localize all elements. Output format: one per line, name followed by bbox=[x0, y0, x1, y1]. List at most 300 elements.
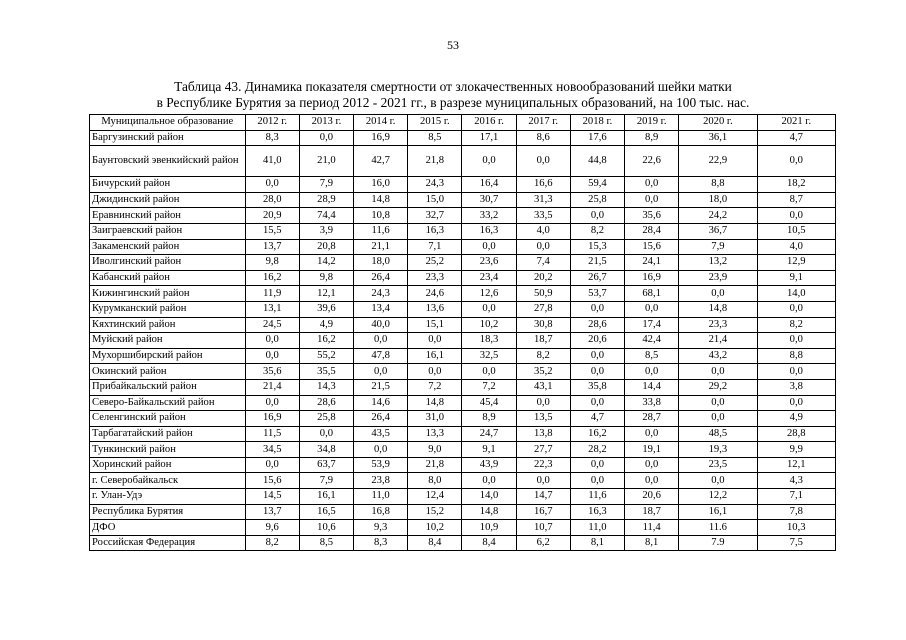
table-row bbox=[90, 535, 836, 551]
value-cell: 16,3 bbox=[570, 504, 624, 520]
value-cell: 4,3 bbox=[757, 473, 835, 489]
value-cell: 0,0 bbox=[757, 208, 835, 224]
value-cell: 28,6 bbox=[570, 317, 624, 333]
value-cell: 16,3 bbox=[408, 223, 462, 239]
value-cell: 0,0 bbox=[408, 364, 462, 380]
column-header-year: 2018 г. bbox=[570, 115, 624, 131]
value-cell: 31,0 bbox=[408, 411, 462, 427]
value-cell: 0,0 bbox=[462, 301, 516, 317]
value-cell: 18,0 bbox=[679, 192, 757, 208]
value-cell: 18,7 bbox=[625, 504, 679, 520]
municipality-name-cell: Заиграевский район bbox=[90, 223, 246, 239]
value-cell: 21,1 bbox=[354, 239, 408, 255]
table-row bbox=[90, 239, 836, 255]
value-cell: 8,8 bbox=[679, 177, 757, 193]
table-body bbox=[90, 130, 836, 551]
value-cell: 0,0 bbox=[679, 411, 757, 427]
value-cell: 17,1 bbox=[462, 130, 516, 146]
municipality-name-cell: г. Северобайкальск bbox=[90, 473, 246, 489]
column-header-year: 2017 г. bbox=[516, 115, 570, 131]
value-cell: 25,8 bbox=[299, 411, 353, 427]
municipality-name-cell: Бичурский район bbox=[90, 177, 246, 193]
value-cell: 19,3 bbox=[679, 442, 757, 458]
value-cell: 0,0 bbox=[354, 333, 408, 349]
value-cell: 24,5 bbox=[245, 317, 299, 333]
value-cell: 16,2 bbox=[570, 426, 624, 442]
value-cell: 28,4 bbox=[625, 223, 679, 239]
municipality-name-cell: Курумканский район bbox=[90, 301, 246, 317]
municipality-name-cell: Окинский район bbox=[90, 364, 246, 380]
value-cell: 21,8 bbox=[408, 457, 462, 473]
value-cell: 8,3 bbox=[354, 535, 408, 551]
value-cell: 42,7 bbox=[354, 146, 408, 177]
table-row bbox=[90, 223, 836, 239]
value-cell: 13,5 bbox=[516, 411, 570, 427]
value-cell: 12,6 bbox=[462, 286, 516, 302]
value-cell: 23,4 bbox=[462, 270, 516, 286]
value-cell: 34,5 bbox=[245, 442, 299, 458]
table-row bbox=[90, 255, 836, 271]
value-cell: 0,0 bbox=[757, 333, 835, 349]
value-cell: 59,4 bbox=[570, 177, 624, 193]
value-cell: 29,2 bbox=[679, 379, 757, 395]
value-cell: 16,4 bbox=[462, 177, 516, 193]
value-cell: 0,0 bbox=[757, 146, 835, 177]
table-header-row bbox=[90, 115, 836, 131]
value-cell: 0,0 bbox=[245, 457, 299, 473]
table-row bbox=[90, 489, 836, 505]
table-row bbox=[90, 364, 836, 380]
value-cell: 13,8 bbox=[516, 426, 570, 442]
value-cell: 8,5 bbox=[299, 535, 353, 551]
value-cell: 30,8 bbox=[516, 317, 570, 333]
value-cell: 7,9 bbox=[679, 239, 757, 255]
value-cell: 21,4 bbox=[679, 333, 757, 349]
value-cell: 16,0 bbox=[354, 177, 408, 193]
value-cell: 11,9 bbox=[245, 286, 299, 302]
value-cell: 24,3 bbox=[408, 177, 462, 193]
value-cell: 18,2 bbox=[757, 177, 835, 193]
municipality-name-cell: Баргузинский район bbox=[90, 130, 246, 146]
value-cell: 24,6 bbox=[408, 286, 462, 302]
table-row bbox=[90, 473, 836, 489]
table-title-line1: Таблица 43. Динамика показателя смертности от злокачественных новообразований шейки матки bbox=[174, 79, 732, 94]
value-cell: 40,0 bbox=[354, 317, 408, 333]
value-cell: 9,1 bbox=[757, 270, 835, 286]
municipality-name-cell: Тарбагатайский район bbox=[90, 426, 246, 442]
value-cell: 14,3 bbox=[299, 379, 353, 395]
value-cell: 26,4 bbox=[354, 411, 408, 427]
value-cell: 8,9 bbox=[462, 411, 516, 427]
value-cell: 43,1 bbox=[516, 379, 570, 395]
value-cell: 25,8 bbox=[570, 192, 624, 208]
value-cell: 0,0 bbox=[679, 364, 757, 380]
value-cell: 20,2 bbox=[516, 270, 570, 286]
value-cell: 8,2 bbox=[516, 348, 570, 364]
value-cell: 33,8 bbox=[625, 395, 679, 411]
value-cell: 43,2 bbox=[679, 348, 757, 364]
table-row bbox=[90, 286, 836, 302]
table-title-line2: в Республике Бурятия за период 2012 - 2021 гг., в разрезе муниципальных образований, на 100 тыс. нас. bbox=[156, 95, 750, 110]
table-title bbox=[0, 79, 906, 111]
value-cell: 20,6 bbox=[570, 333, 624, 349]
value-cell: 36,1 bbox=[679, 130, 757, 146]
value-cell: 17,6 bbox=[570, 130, 624, 146]
value-cell: 33,2 bbox=[462, 208, 516, 224]
value-cell: 4,0 bbox=[516, 223, 570, 239]
value-cell: 9,9 bbox=[757, 442, 835, 458]
municipality-name-cell: Северо-Байкальский район bbox=[90, 395, 246, 411]
table-row bbox=[90, 270, 836, 286]
value-cell: 27,8 bbox=[516, 301, 570, 317]
value-cell: 16,8 bbox=[354, 504, 408, 520]
value-cell: 0,0 bbox=[570, 364, 624, 380]
value-cell: 14,5 bbox=[245, 489, 299, 505]
value-cell: 20,6 bbox=[625, 489, 679, 505]
value-cell: 0,0 bbox=[625, 192, 679, 208]
value-cell: 0,0 bbox=[570, 208, 624, 224]
column-header-year: 2020 г. bbox=[679, 115, 757, 131]
value-cell: 7.9 bbox=[679, 535, 757, 551]
value-cell: 7,2 bbox=[408, 379, 462, 395]
value-cell: 7,2 bbox=[462, 379, 516, 395]
municipality-name-cell: Закаменский район bbox=[90, 239, 246, 255]
value-cell: 45,4 bbox=[462, 395, 516, 411]
table-row bbox=[90, 379, 836, 395]
column-header-year: 2019 г. bbox=[625, 115, 679, 131]
value-cell: 18,0 bbox=[354, 255, 408, 271]
value-cell: 8,4 bbox=[408, 535, 462, 551]
value-cell: 32,5 bbox=[462, 348, 516, 364]
value-cell: 21,5 bbox=[354, 379, 408, 395]
value-cell: 74,4 bbox=[299, 208, 353, 224]
municipality-name-cell: Российская Федерация bbox=[90, 535, 246, 551]
value-cell: 43,5 bbox=[354, 426, 408, 442]
municipality-name-cell: Мухоршибирский район bbox=[90, 348, 246, 364]
value-cell: 14,8 bbox=[354, 192, 408, 208]
municipality-name-cell: г. Улан-Удэ bbox=[90, 489, 246, 505]
municipality-name-cell: Хоринский район bbox=[90, 457, 246, 473]
value-cell: 7,9 bbox=[299, 177, 353, 193]
value-cell: 0,0 bbox=[625, 426, 679, 442]
value-cell: 13,1 bbox=[245, 301, 299, 317]
table-row bbox=[90, 208, 836, 224]
value-cell: 10,3 bbox=[757, 520, 835, 536]
value-cell: 0,0 bbox=[570, 457, 624, 473]
value-cell: 0,0 bbox=[245, 177, 299, 193]
value-cell: 16,6 bbox=[516, 177, 570, 193]
table-row bbox=[90, 411, 836, 427]
value-cell: 23,6 bbox=[462, 255, 516, 271]
value-cell: 14,8 bbox=[679, 301, 757, 317]
value-cell: 0,0 bbox=[245, 395, 299, 411]
table-row bbox=[90, 301, 836, 317]
value-cell: 0,0 bbox=[462, 473, 516, 489]
table-row bbox=[90, 317, 836, 333]
value-cell: 0,0 bbox=[462, 146, 516, 177]
value-cell: 14,8 bbox=[408, 395, 462, 411]
value-cell: 8,2 bbox=[245, 535, 299, 551]
value-cell: 16,2 bbox=[299, 333, 353, 349]
value-cell: 26,7 bbox=[570, 270, 624, 286]
value-cell: 0,0 bbox=[625, 364, 679, 380]
municipality-name-cell: Прибайкальский район bbox=[90, 379, 246, 395]
value-cell: 0,0 bbox=[516, 239, 570, 255]
value-cell: 14,7 bbox=[516, 489, 570, 505]
value-cell: 11.6 bbox=[679, 520, 757, 536]
value-cell: 22,6 bbox=[625, 146, 679, 177]
column-header-year: 2012 г. bbox=[245, 115, 299, 131]
value-cell: 13,7 bbox=[245, 239, 299, 255]
value-cell: 16,2 bbox=[245, 270, 299, 286]
value-cell: 14,0 bbox=[462, 489, 516, 505]
municipality-name-cell: Иволгинский район bbox=[90, 255, 246, 271]
value-cell: 28,8 bbox=[757, 426, 835, 442]
table-row bbox=[90, 130, 836, 146]
value-cell: 23,3 bbox=[408, 270, 462, 286]
value-cell: 63,7 bbox=[299, 457, 353, 473]
value-cell: 10,2 bbox=[408, 520, 462, 536]
value-cell: 21,8 bbox=[408, 146, 462, 177]
value-cell: 11,6 bbox=[354, 223, 408, 239]
value-cell: 9,8 bbox=[245, 255, 299, 271]
value-cell: 4,7 bbox=[757, 130, 835, 146]
value-cell: 35,6 bbox=[625, 208, 679, 224]
value-cell: 8,6 bbox=[516, 130, 570, 146]
value-cell: 0,0 bbox=[570, 473, 624, 489]
column-header-year: 2014 г. bbox=[354, 115, 408, 131]
municipality-name-cell: Баунтовский эвенкийский район bbox=[90, 146, 246, 177]
value-cell: 8,9 bbox=[625, 130, 679, 146]
value-cell: 23,5 bbox=[679, 457, 757, 473]
value-cell: 7,1 bbox=[757, 489, 835, 505]
table-row bbox=[90, 457, 836, 473]
value-cell: 7,5 bbox=[757, 535, 835, 551]
value-cell: 0,0 bbox=[354, 364, 408, 380]
table-row bbox=[90, 333, 836, 349]
value-cell: 35,6 bbox=[245, 364, 299, 380]
value-cell: 16,9 bbox=[625, 270, 679, 286]
value-cell: 9,0 bbox=[408, 442, 462, 458]
value-cell: 10,6 bbox=[299, 520, 353, 536]
value-cell: 23,8 bbox=[354, 473, 408, 489]
value-cell: 8,1 bbox=[625, 535, 679, 551]
value-cell: 16,7 bbox=[516, 504, 570, 520]
column-header-year: 2016 г. bbox=[462, 115, 516, 131]
value-cell: 31,3 bbox=[516, 192, 570, 208]
value-cell: 53,9 bbox=[354, 457, 408, 473]
value-cell: 13,6 bbox=[408, 301, 462, 317]
value-cell: 42,4 bbox=[625, 333, 679, 349]
value-cell: 7,4 bbox=[516, 255, 570, 271]
municipality-name-cell: Селенгинский район bbox=[90, 411, 246, 427]
column-header-year: 2013 г. bbox=[299, 115, 353, 131]
mortality-table bbox=[89, 114, 836, 551]
value-cell: 14,0 bbox=[757, 286, 835, 302]
column-header-municipality: Муниципальное образование bbox=[90, 115, 246, 131]
value-cell: 28,7 bbox=[625, 411, 679, 427]
value-cell: 24,2 bbox=[679, 208, 757, 224]
value-cell: 0,0 bbox=[516, 146, 570, 177]
value-cell: 0,0 bbox=[299, 130, 353, 146]
value-cell: 0,0 bbox=[462, 239, 516, 255]
value-cell: 22,3 bbox=[516, 457, 570, 473]
value-cell: 8,7 bbox=[757, 192, 835, 208]
value-cell: 0,0 bbox=[516, 395, 570, 411]
value-cell: 0,0 bbox=[625, 457, 679, 473]
table-row bbox=[90, 192, 836, 208]
value-cell: 8,0 bbox=[408, 473, 462, 489]
value-cell: 16,1 bbox=[679, 504, 757, 520]
value-cell: 16,9 bbox=[354, 130, 408, 146]
value-cell: 0,0 bbox=[679, 395, 757, 411]
value-cell: 50,9 bbox=[516, 286, 570, 302]
value-cell: 0,0 bbox=[757, 364, 835, 380]
value-cell: 15,5 bbox=[245, 223, 299, 239]
value-cell: 11,0 bbox=[354, 489, 408, 505]
column-header-year: 2015 г. bbox=[408, 115, 462, 131]
value-cell: 6,2 bbox=[516, 535, 570, 551]
value-cell: 10,8 bbox=[354, 208, 408, 224]
value-cell: 9,3 bbox=[354, 520, 408, 536]
value-cell: 0,0 bbox=[408, 333, 462, 349]
value-cell: 9,6 bbox=[245, 520, 299, 536]
value-cell: 11,0 bbox=[570, 520, 624, 536]
value-cell: 14,6 bbox=[354, 395, 408, 411]
value-cell: 0,0 bbox=[757, 395, 835, 411]
column-header-year: 2021 г. bbox=[757, 115, 835, 131]
value-cell: 19,1 bbox=[625, 442, 679, 458]
value-cell: 0,0 bbox=[570, 348, 624, 364]
value-cell: 0,0 bbox=[570, 395, 624, 411]
value-cell: 15,2 bbox=[408, 504, 462, 520]
value-cell: 12,2 bbox=[679, 489, 757, 505]
value-cell: 20,8 bbox=[299, 239, 353, 255]
value-cell: 47,8 bbox=[354, 348, 408, 364]
value-cell: 0,0 bbox=[354, 442, 408, 458]
value-cell: 26,4 bbox=[354, 270, 408, 286]
value-cell: 43,9 bbox=[462, 457, 516, 473]
value-cell: 30,7 bbox=[462, 192, 516, 208]
value-cell: 12,4 bbox=[408, 489, 462, 505]
value-cell: 16,3 bbox=[462, 223, 516, 239]
value-cell: 68,1 bbox=[625, 286, 679, 302]
value-cell: 4,7 bbox=[570, 411, 624, 427]
value-cell: 17,4 bbox=[625, 317, 679, 333]
value-cell: 15,3 bbox=[570, 239, 624, 255]
value-cell: 11,4 bbox=[625, 520, 679, 536]
value-cell: 16,9 bbox=[245, 411, 299, 427]
table-row bbox=[90, 426, 836, 442]
value-cell: 0,0 bbox=[625, 301, 679, 317]
value-cell: 12,1 bbox=[757, 457, 835, 473]
value-cell: 53,7 bbox=[570, 286, 624, 302]
value-cell: 36,7 bbox=[679, 223, 757, 239]
value-cell: 11,6 bbox=[570, 489, 624, 505]
value-cell: 41,0 bbox=[245, 146, 299, 177]
table-row bbox=[90, 146, 836, 177]
value-cell: 3,8 bbox=[757, 379, 835, 395]
table-row bbox=[90, 442, 836, 458]
value-cell: 27,7 bbox=[516, 442, 570, 458]
value-cell: 8,5 bbox=[408, 130, 462, 146]
value-cell: 16,5 bbox=[299, 504, 353, 520]
value-cell: 9,1 bbox=[462, 442, 516, 458]
value-cell: 35,5 bbox=[299, 364, 353, 380]
value-cell: 0,0 bbox=[299, 426, 353, 442]
municipality-name-cell: Тункинский район bbox=[90, 442, 246, 458]
value-cell: 0,0 bbox=[679, 286, 757, 302]
value-cell: 23,3 bbox=[679, 317, 757, 333]
value-cell: 39,6 bbox=[299, 301, 353, 317]
table-row bbox=[90, 520, 836, 536]
value-cell: 14,2 bbox=[299, 255, 353, 271]
value-cell: 9,8 bbox=[299, 270, 353, 286]
value-cell: 0,0 bbox=[757, 301, 835, 317]
value-cell: 22,9 bbox=[679, 146, 757, 177]
municipality-name-cell: ДФО bbox=[90, 520, 246, 536]
value-cell: 25,2 bbox=[408, 255, 462, 271]
value-cell: 13,2 bbox=[679, 255, 757, 271]
value-cell: 15,6 bbox=[625, 239, 679, 255]
value-cell: 55,2 bbox=[299, 348, 353, 364]
value-cell: 23,9 bbox=[679, 270, 757, 286]
municipality-name-cell: Кабанский район bbox=[90, 270, 246, 286]
value-cell: 0,0 bbox=[462, 364, 516, 380]
value-cell: 35,2 bbox=[516, 364, 570, 380]
value-cell: 10,9 bbox=[462, 520, 516, 536]
value-cell: 0,0 bbox=[625, 473, 679, 489]
value-cell: 21,4 bbox=[245, 379, 299, 395]
value-cell: 18,3 bbox=[462, 333, 516, 349]
value-cell: 0,0 bbox=[245, 333, 299, 349]
value-cell: 8,1 bbox=[570, 535, 624, 551]
value-cell: 48,5 bbox=[679, 426, 757, 442]
value-cell: 11,5 bbox=[245, 426, 299, 442]
value-cell: 15,1 bbox=[408, 317, 462, 333]
value-cell: 4,0 bbox=[757, 239, 835, 255]
value-cell: 8,5 bbox=[625, 348, 679, 364]
value-cell: 21,5 bbox=[570, 255, 624, 271]
value-cell: 33,5 bbox=[516, 208, 570, 224]
value-cell: 24,7 bbox=[462, 426, 516, 442]
value-cell: 8,8 bbox=[757, 348, 835, 364]
value-cell: 10,5 bbox=[757, 223, 835, 239]
value-cell: 24,3 bbox=[354, 286, 408, 302]
value-cell: 28,0 bbox=[245, 192, 299, 208]
value-cell: 44,8 bbox=[570, 146, 624, 177]
value-cell: 8,3 bbox=[245, 130, 299, 146]
value-cell: 15,0 bbox=[408, 192, 462, 208]
value-cell: 0,0 bbox=[245, 348, 299, 364]
municipality-name-cell: Республика Бурятия bbox=[90, 504, 246, 520]
value-cell: 0,0 bbox=[570, 301, 624, 317]
value-cell: 4,9 bbox=[757, 411, 835, 427]
value-cell: 0,0 bbox=[516, 473, 570, 489]
municipality-name-cell: Кяхтинский район bbox=[90, 317, 246, 333]
municipality-name-cell: Джидинский район bbox=[90, 192, 246, 208]
value-cell: 24,1 bbox=[625, 255, 679, 271]
value-cell: 8,4 bbox=[462, 535, 516, 551]
value-cell: 20,9 bbox=[245, 208, 299, 224]
value-cell: 35,8 bbox=[570, 379, 624, 395]
value-cell: 3,9 bbox=[299, 223, 353, 239]
value-cell: 28,6 bbox=[299, 395, 353, 411]
value-cell: 12,9 bbox=[757, 255, 835, 271]
value-cell: 32,7 bbox=[408, 208, 462, 224]
municipality-name-cell: Муйский район bbox=[90, 333, 246, 349]
value-cell: 14,4 bbox=[625, 379, 679, 395]
